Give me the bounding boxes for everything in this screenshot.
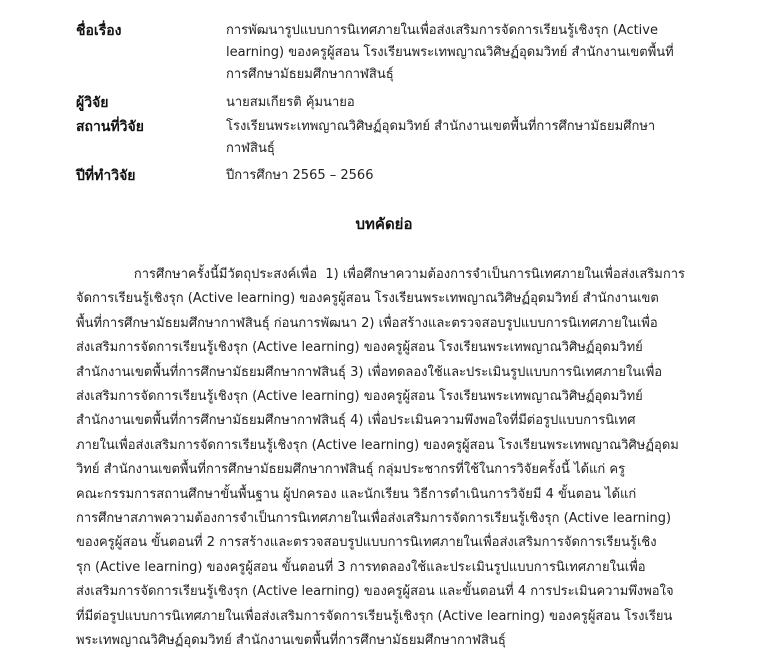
abstract-line: ส่งเสริมการจัดการเรียนรู้เชิงรุก (Active learning) ของครูผู้สอน โรงเรียนพระเทพญาณวิศิษฏ์อุดมวิทย์ [76, 340, 643, 356]
place-line: โรงเรียนพระเทพญาณวิศิษฏ์อุดมวิทย์ สำนักงานเขตพื้นที่การศึกษามัธยมศึกษา [226, 119, 656, 134]
title-line: การศึกษามัธยมศึกษากาฬสินธุ์ [226, 67, 394, 82]
researcher-label: ผู้วิจัย [76, 95, 109, 111]
place-line: กาฬสินธุ์ [226, 141, 275, 156]
abstract-line: สำนักงานเขตพื้นที่การศึกษามัธยมศึกษากาฬสินธุ์ 3) เพื่อทดลองใช้และประเมินรูปแบบการนิเทศภายในเพื่อ [76, 364, 663, 380]
abstract-line: การศึกษาครั้งนี้มีวัตถุประสงค์เพื่อ 1) เพื่อศึกษาความต้องการจำเป็นการนิเทศภายในเพื่อส่งเสริมการ [76, 267, 685, 282]
abstract-line: พระเทพญาณวิศิษฏ์อุดมวิทย์ สำนักงานเขตพื้นที่การศึกษามัธยมศึกษากาฬสินธุ์ [76, 633, 506, 649]
abstract-line: วิทย์ สำนักงานเขตพื้นที่การศึกษามัธยมศึกษากาฬสินธุ์ กลุ่มประชากรที่ใช้ในการวิจัยครั้งนี้ ได้แก่ ครู [76, 462, 626, 478]
abstract-line: ส่งเสริมการจัดการเรียนรู้เชิงรุก (Active learning) ของครูผู้สอน และขั้นตอนที่ 4 การประเมินความพึงพอใจ [76, 584, 674, 600]
place-value [226, 116, 696, 160]
title-line: การพัฒนารูปแบบการนิเทศภายในเพื่อส่งเสริมการจัดการเรียนรู้เชิงรุก (Active [226, 23, 658, 38]
abstract-line: พื้นที่การศึกษามัธยมศึกษากาฬสินธุ์ ก่อนการพัฒนา 2) เพื่อสร้างและตรวจสอบรูปแบบการนิเทศภายในเพื่อ [76, 315, 658, 331]
abstract-line: ของครูผู้สอน ขั้นตอนที่ 2 การสร้างและตรวจสอบรูปแบบการนิเทศภายในเพื่อส่งเสริมการจัดการเรียนรู้เชิง [76, 535, 657, 551]
year-label: ปีที่ทำวิจัย [76, 168, 136, 184]
abstract-line: การศึกษาสภาพความต้องการจำเป็นการนิเทศภายในเพื่อส่งเสริมการจัดการเรียนรู้เชิงรุก (Active learning) [76, 511, 672, 527]
researcher-name: นายสมเกียรติ คุ้มนายอ [226, 95, 355, 110]
researcher-value [226, 92, 696, 114]
abstract-line: ที่มีต่อรูปแบบการนิเทศภายในเพื่อส่งเสริมการจัดการเรียนรู้เชิงรุก (Active learning) ของครูผู้สอน โรงเรียน [76, 608, 673, 624]
abstract-heading: บทคัดย่อ [355, 215, 413, 233]
abstract-line: จัดการเรียนรู้เชิงรุก (Active learning) ของครูผู้สอน โรงเรียนพระเทพญาณวิศิษฏ์อุดมวิทย์ สำนักงานเขต [76, 291, 659, 307]
abstract-line: ส่งเสริมการจัดการเรียนรู้เชิงรุก (Active learning) ของครูผู้สอน โรงเรียนพระเทพญาณวิศิษฏ์อุดมวิทย์ [76, 389, 643, 405]
title-label: ชื่อเรื่อง [76, 23, 122, 39]
title-line: learning) ของครูผู้สอน โรงเรียนพระเทพญาณวิศิษฏ์อุดมวิทย์ สำนักงานเขตพื้นที่ [226, 45, 674, 60]
title-value [226, 20, 696, 86]
abstract-line: รุก (Active learning) ของครูผู้สอน ขั้นตอนที่ 3 การทดลองใช้และประเมินรูปแบบการนิเทศภายในเพื่อ [76, 559, 646, 575]
year-value [226, 165, 696, 187]
abstract-body [76, 263, 696, 654]
abstract-line: คณะกรรมการสถานศึกษาขั้นพื้นฐาน ผู้ปกครอง และนักเรียน วิธีการดำเนินการวิจัยมี 4 ขั้นตอน ได้แก่ [76, 486, 637, 502]
place-label: สถานที่วิจัย [76, 119, 144, 135]
year-text: ปีการศึกษา 2565 – 2566 [226, 168, 374, 183]
abstract-line: สำนักงานเขตพื้นที่การศึกษามัธยมศึกษากาฬสินธุ์ 4) เพื่อประเมินความพึงพอใจที่มีต่อรูปแบบการนิเทศ [76, 413, 636, 429]
abstract-line: ภายในเพื่อส่งเสริมการจัดการเรียนรู้เชิงรุก (Active learning) ของครูผู้สอน โรงเรียนพระเทพญาณวิศิษฏ์อุดม [76, 437, 679, 453]
